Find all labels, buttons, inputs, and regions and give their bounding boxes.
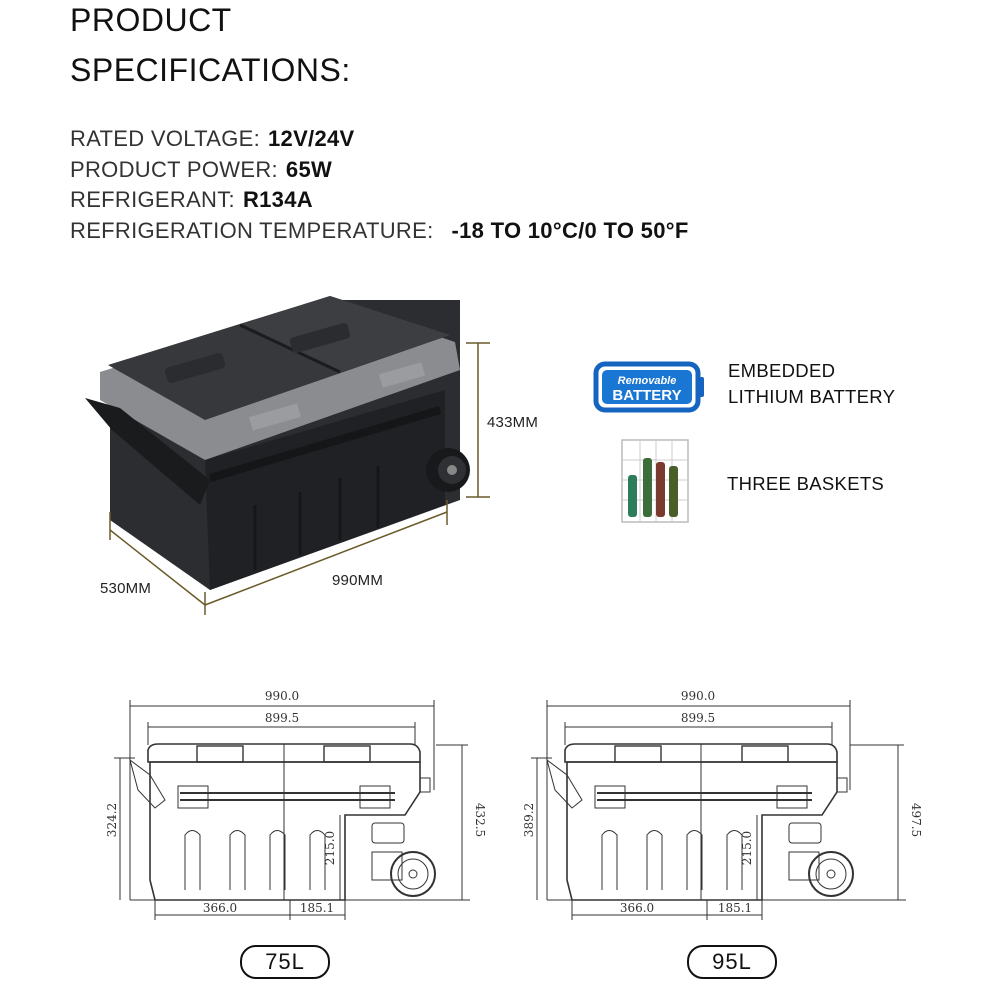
spec-label: REFRIGERATION TEMPERATURE: — [70, 217, 434, 243]
dim-inner-width: 899.5 — [264, 711, 300, 725]
dim-right-height: 432.5 — [473, 802, 487, 838]
heading-specifications: SPECIFICATIONS: — [70, 52, 351, 88]
height-label: 433MM — [487, 414, 539, 431]
dim-base-2: 185.1 — [299, 901, 335, 915]
capacity-label-95l: 95L — [687, 945, 777, 979]
dim-inner-width: 899.5 — [680, 711, 716, 725]
baskets-feature: THREE BASKETS — [727, 473, 885, 494]
spec-label: REFRIGERANT: — [70, 187, 235, 212]
dim-base-1: 366.0 — [202, 901, 238, 915]
spec-value: 12V/24V — [268, 126, 355, 151]
dim-base-2: 185.1 — [717, 901, 753, 915]
dim-right-height: 497.5 — [909, 802, 923, 838]
dim-base-1: 366.0 — [619, 901, 655, 915]
dim-mid-height: 215.0 — [323, 830, 337, 866]
capacity-label-75l: 75L — [240, 945, 330, 979]
dim-left-height: 324.2 — [105, 802, 119, 838]
spec-value: R134A — [242, 187, 313, 212]
width-label: 530MM — [100, 580, 152, 597]
spec-label: PRODUCT POWER: — [70, 156, 278, 182]
battery-icon-text-2: BATTERY — [612, 387, 682, 404]
length-label: 990MM — [332, 572, 384, 589]
battery-feature-line1: EMBEDDED — [728, 360, 836, 381]
spec-label: RATED VOLTAGE: — [70, 126, 261, 151]
spec-value: 65W — [285, 156, 333, 182]
battery-feature-line2: LITHIUM BATTERY — [728, 386, 896, 407]
dim-overall-width: 990.0 — [264, 689, 300, 703]
dim-left-height: 389.2 — [522, 802, 536, 838]
dim-overall-width: 990.0 — [680, 689, 716, 703]
battery-icon-text-1: Removable — [617, 375, 677, 387]
spec-value: -18 TO 10°C/0 TO 50°F — [451, 217, 689, 243]
dim-mid-height: 215.0 — [740, 830, 754, 866]
heading-product: PRODUCT — [70, 2, 232, 38]
